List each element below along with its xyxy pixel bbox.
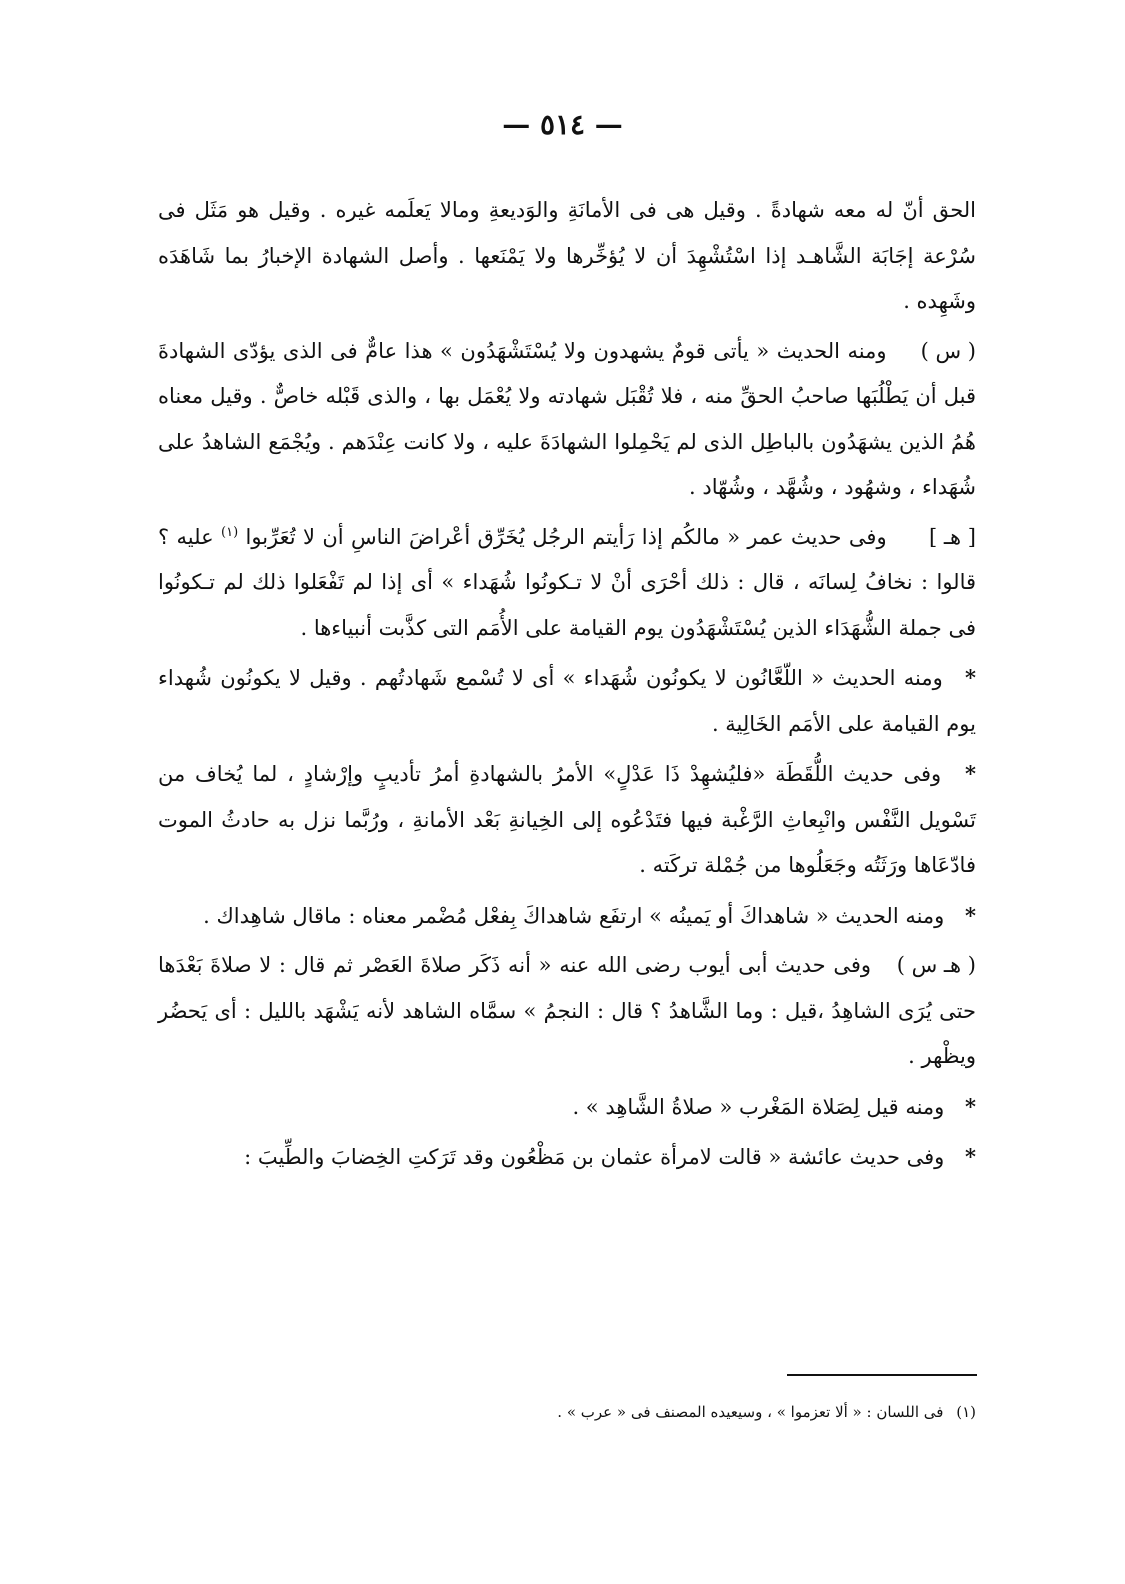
paragraph-1 [158,188,976,325]
paragraph-text: ومنه الحديث « يأتى قومٌ يشهدون ولا يُسْتَشْهَدُون » هذا عامٌّ فى الذى يؤدّى الشهادةَ قبل أن يَطْلُبَها صاحبُ الحقِّ منه ، فلا تُقْبَل شهادته ولا يُعْمَل بها ، والذى قَبْله خاصٌّ . وقيل معناه هُمُ الذين يشهَدُون بالباطِل الذى لم يَحْمِلوا الشهادَةَ عليه ، ولا كانت عِنْدَهم . ويُجْمَع الشاهدُ على شُهَداء ، وشهُود ، وشُهَّد ، وشُهّاد . [158,338,976,499]
paragraph-text: وفى حديث أبى أيوب رضى الله عنه « أنه ذَكَر صلاةَ العَصْر ثم قال : لا صلاةَ بَعْدَها حتى يُرَى الشاهِدُ ،قيل : وما الشَّاهدُ ؟ قال : النجمُ » سمَّاه الشاهد لأنه يَشْهَد بالليل : أى يَحضُر ويظْهر . [158,953,976,1068]
page-number: — ٥١٤ — [502,108,623,141]
paragraph-7 [158,943,976,1080]
paragraph-text: وفى حديث عمر « مالكُم إذا رَأيتم الرجُل يُخَرِّق أعْراضَ الناسِ أن لا تُعَرِّبوا [245,524,887,549]
paragraph-text-continued: عليه ؟ قالوا : نخافُ لِسانَه ، قال : ذلك أحْرَى أنْ لا تـكونُوا شُهَداء » أى إذا لم تَفْعَلوا ذلك لم تـكونُوا فى جملة الشُّهَدَاء الذين يُسْتَشْهَدُون يوم القيامة على الأُمَم التى كذَّبت أنبياءها . [158,524,976,640]
asterisk-marker: * [965,761,976,786]
asterisk-marker: * [965,1144,976,1169]
paragraph-6 [158,893,976,940]
paragraph-text: وفى حديث عائشة « قالت لامرأة عثمان بن مَظْعُون وقد تَرَكتِ الخِضابَ والطِّيبَ : [244,1145,945,1169]
paragraph-text: الحق أنّ له معه شهادةً . وقيل هى فى الأمانَةِ والوَديعةِ ومالا يَعلَمه غيره . وقيل هو مَثَل فى سُرْعة إجَابَة الشَّاهـد إذا اسْتُشْهِدَ أن لا يُؤخِّرها ولا يَمْنَعها . وأصل الشهادة الإخبارُ بما شَاهَدَه وشَهِده . [158,198,976,313]
footnote-divider [787,1374,977,1376]
paragraph-8 [158,1084,976,1131]
source-marker: [ هـ ] [929,524,976,549]
asterisk-marker: * [965,665,976,690]
paragraph-3 [158,515,976,652]
footnote-number: (١) [956,1403,976,1421]
source-marker: ( هـ س ) [896,953,976,977]
paragraph-5 [158,751,976,889]
source-marker: ( س ) [920,338,976,363]
paragraph-text: وفى حديث اللُّقَطَة «فليُشهِدْ ذَا عَدْلٍ» الأمرُ بالشهادةِ أمرُ تأديبٍ وإرْشادٍ ، لما يُخاف من تَسْويل النَّفْس وانْبِعاثِ الرَّغْبة فيها فتَدْعُوه إلى الخِيانةِ بَعْد الأمانةِ ، ورُبَّما نزل به حادثُ الموت فادّعَاها ورَثَتُه وجَعَلُوها من جُمْلة تركَته . [158,762,976,877]
paragraph-2 [158,329,976,511]
footnote-text: فى اللسان : « ألا تعزموا » ، وسيعيده المصنف فى « عرب » . [557,1403,944,1421]
asterisk-marker: * [965,1093,976,1119]
footnote-reference: (١) [221,524,239,540]
footnote [158,1400,976,1424]
paragraph-9 [158,1134,976,1181]
paragraph-text: ومنه الحديث « اللّعَّانُون لا يكونُون شُهَداء » أى لا تُسْمع شَهادتُهم . وقيل لا يكونُون شُهداء يوم القيامة على الأمَم الخَالِية . [158,666,976,736]
asterisk-marker: * [965,902,976,928]
paragraph-4 [158,655,976,747]
main-text [158,188,976,1185]
paragraph-text: ومنه الحديث « شاهداكَ أو يَمينُه » ارتفَع شاهداكَ بِفعْل مُضْمر معناه : ماقال شاهِداك . [203,903,945,928]
paragraph-text: ومنه قيل لِصَلاة المَغْرب « صلاةُ الشَّاهِد » . [572,1094,945,1119]
